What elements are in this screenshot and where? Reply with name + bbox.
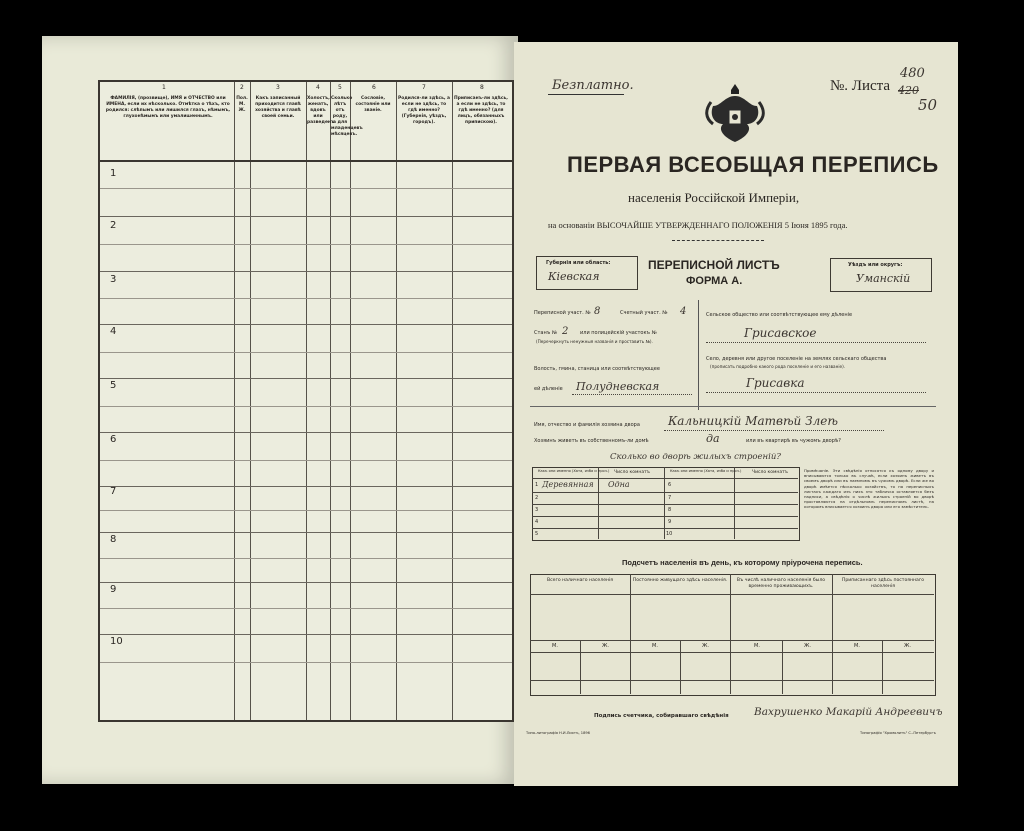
- row-number: 4: [110, 326, 117, 337]
- buildings-row-number: 2: [535, 495, 539, 501]
- population-col-temporary: Въ числѣ наличнаго населенія было временно проживающихъ.: [736, 578, 826, 589]
- column-number: 7: [422, 84, 426, 91]
- column-divider: [234, 82, 235, 720]
- sex-label: Ж.: [804, 643, 811, 649]
- owner-label: Имя, отчество и фамилія хозяина двора: [534, 422, 640, 428]
- row-divider: [100, 324, 512, 325]
- row-divider: [100, 486, 512, 487]
- village-value: Грисавка: [746, 376, 805, 390]
- population-col-registered: Приписаннаго здѣсь постояннаго населенія: [841, 578, 925, 589]
- column-divider: [396, 82, 397, 720]
- header-marital: Холостъ, женатъ, вдовъ или разведенъ.: [307, 96, 336, 125]
- volost-label-2: ей дѣленіе: [534, 386, 563, 392]
- buildings-rooms-header-2: Число комнатъ: [752, 470, 788, 475]
- sheet-number-struck: 420: [898, 84, 919, 97]
- corner-number: 50: [918, 96, 938, 114]
- header-divider: [100, 160, 512, 162]
- building-rooms-value: Одна: [608, 480, 630, 489]
- row-divider: [100, 582, 512, 583]
- row-divider: [100, 432, 512, 433]
- buildings-row-number: 5: [535, 531, 539, 537]
- header-birthplace: Родился-ли здѣсь, а если не здѣсь, то гдѣ именно? (Губернія, уѣздъ, городъ).: [398, 96, 451, 125]
- row-number: 8: [110, 534, 117, 545]
- household-members-table: [98, 80, 514, 722]
- stan-value: 2: [562, 326, 569, 337]
- own-house-value: да: [706, 432, 720, 445]
- province-value: Кіевская: [548, 270, 600, 283]
- volost-underline: [572, 394, 692, 395]
- district-label: Уѣздъ или округъ:: [848, 262, 903, 268]
- stan-label: Станъ №: [534, 330, 558, 336]
- column-divider: [330, 82, 331, 720]
- row-subline: [100, 510, 512, 511]
- column-number: 2: [240, 84, 244, 91]
- row-subline: [100, 188, 512, 189]
- row-divider: [100, 216, 512, 217]
- header-name: ФАМИЛІЯ, (прозвище), ИМЯ и ОТЧЕСТВО или ИМЕНА, если их нѣсколько. Отмѣтка о тѣхъ, кто родился: слѣпымъ или лишился глазъ, нѣмымъ, глухонѣмымъ или умалишеннымъ.: [105, 96, 231, 119]
- precinct-label: Переписной участ. №: [534, 310, 591, 316]
- buildings-row-number: 3: [535, 507, 539, 513]
- row-number: 5: [110, 380, 117, 391]
- population-col-total: Всего наличнаго населенія: [546, 578, 614, 583]
- signature-value: Вахрушенко Макарій Андреевичъ: [754, 706, 943, 718]
- buildings-row-number: 9: [668, 519, 672, 525]
- population-table: [530, 574, 936, 696]
- row-number: 6: [110, 434, 117, 445]
- buildings-kind-header-2: Какъ они именно (Хата, изба и проч.): [670, 469, 742, 473]
- owner-value: Кальницкій Матвѣй Злеѣ: [668, 414, 838, 428]
- volost-label: Волость, гмина, станица или соотвѣтствующее: [534, 366, 660, 372]
- form-main-title: ПЕРВАЯ ВСЕОБЩАЯ ПЕРЕПИСЬ: [567, 152, 939, 177]
- buildings-row-line: [532, 478, 798, 479]
- population-sex-line: [580, 640, 581, 694]
- row-divider: [100, 378, 512, 379]
- column-number: 3: [276, 84, 280, 91]
- district-value: Уманскій: [856, 272, 911, 285]
- population-row-line: [530, 652, 934, 653]
- row-divider: [100, 532, 512, 533]
- printer-right: Типографія "Хромолитъ" С.-Петербургъ: [860, 731, 936, 735]
- printer-left: Типо-литографія Н.И.Лихтъ, 1896: [526, 731, 590, 735]
- row-subline: [100, 460, 512, 461]
- sex-label: Ж.: [602, 643, 609, 649]
- buildings-kind-header: Какъ они именно (Хата, изба и проч.): [538, 469, 610, 473]
- count-label: Счетный участ. №: [620, 310, 668, 316]
- row-subline: [100, 662, 512, 663]
- row-subline: [100, 352, 512, 353]
- buildings-rooms-header: Число комнатъ: [614, 470, 650, 475]
- rent-label: или въ квартирѣ въ чужомъ дворѣ?: [746, 438, 841, 444]
- buildings-row-number: 10: [666, 531, 673, 537]
- village-label: Село, деревня или другое поселеніе на землях сельскаго общества: [706, 356, 887, 362]
- free-label: Безплатно.: [552, 78, 634, 93]
- header-relation: Какъ записанный приходится главѣ хозяйства и главѣ своей семьи.: [255, 96, 301, 119]
- police-label: или полицейскій участокъ №: [580, 330, 657, 336]
- buildings-row-line: [532, 516, 798, 517]
- column-number: 4: [316, 84, 320, 91]
- population-row-line: [530, 640, 934, 641]
- column-divider: [250, 82, 251, 720]
- population-title: Подсчетъ населенія въ день, къ которому пріурочена перепись.: [622, 558, 863, 567]
- sex-label: М.: [754, 643, 760, 649]
- column-number: 1: [162, 84, 166, 91]
- sex-label: М.: [552, 643, 558, 649]
- buildings-label: Сколько во дворѣ жилыхъ строеній?: [610, 452, 781, 462]
- row-subline: [100, 298, 512, 299]
- village-underline: [706, 392, 926, 393]
- column-number: 8: [480, 84, 484, 91]
- population-sex-line: [882, 640, 883, 694]
- society-underline: [706, 342, 926, 343]
- buildings-row-line: [532, 492, 798, 493]
- buildings-row-number: 6: [668, 482, 672, 488]
- building-kind-value: Деревянная: [542, 480, 594, 489]
- row-subline: [100, 244, 512, 245]
- count-value: 4: [680, 306, 687, 317]
- row-number: 2: [110, 220, 117, 231]
- form-title-2: ФОРМА А.: [686, 275, 743, 287]
- own-house-label: Хозяинъ живетъ въ собственномъ-ли домѣ: [534, 438, 649, 444]
- field-divider: [698, 300, 699, 410]
- society-label: Сельское общество или соотвѣтствующее ему дѣленіе: [706, 312, 853, 318]
- header-estate: Сословіе, состояніе или званіе.: [355, 96, 391, 113]
- row-subline: [100, 608, 512, 609]
- row-divider: [100, 634, 512, 635]
- volost-value: Полудневская: [576, 380, 660, 393]
- sex-label: Ж.: [904, 643, 911, 649]
- header-registered: Приписанъ-ли здѣсь, а если не здѣсь, то гдѣ именно? (для лицъ, обязанныхъ припискою).: [454, 96, 508, 125]
- header-age: Сколько лѣтъ отъ роду, а для младенцевъ мѣсяцевъ.: [331, 96, 363, 137]
- police-note: (Перечеркнуть ненужныя названія и проставить №).: [536, 339, 653, 344]
- village-note: (прописать подробно какого рода поселеніе и его названіе).: [710, 364, 846, 369]
- row-subline: [100, 558, 512, 559]
- row-divider: [100, 271, 512, 272]
- sheet-number-handwritten: 480: [900, 66, 925, 81]
- population-col-line: [832, 574, 833, 694]
- population-sex-line: [782, 640, 783, 694]
- row-subline: [100, 406, 512, 407]
- form-subtitle: населенія Россійской Имперіи,: [628, 190, 800, 205]
- buildings-row-line: [532, 528, 798, 529]
- buildings-row-line: [532, 504, 798, 505]
- sex-label: М.: [652, 643, 658, 649]
- row-number: 1: [110, 168, 117, 179]
- population-col-line: [730, 574, 731, 694]
- free-underline: [548, 94, 624, 95]
- imperial-eagle-icon: [703, 80, 767, 146]
- province-label: Губернія или область:: [546, 260, 611, 266]
- sex-label: М.: [854, 643, 860, 649]
- column-number: 6: [372, 84, 376, 91]
- owner-underline: [664, 430, 884, 431]
- column-divider: [452, 82, 453, 720]
- column-divider: [306, 82, 307, 720]
- column-divider: [350, 82, 351, 720]
- row-number: 7: [110, 486, 117, 497]
- buildings-note: Примѣчаніе. Эти свѣдѣнія относятся къ одному двору и вписываются только въ случаѣ, если хозяинъ живетъ въ своемъ дворѣ или въ наемномъ въ чужомъ дворѣ. Если же во дворѣ имѣется нѣсколько хозяйствъ, то на переписныхъ листахъ каждаго изъ нихъ это табличка оставляется безъ надписи, а свѣдѣнія о числѣ жилыхъ строеній во дворѣ проставляются на отдѣльномъ переписномъ листѣ, на которомъ вписывается хозяинъ двора или его замѣститель.: [804, 468, 934, 510]
- population-sex-line: [680, 640, 681, 694]
- population-col-permanent: Постоянно живущаго здѣсь населенія.: [632, 578, 728, 583]
- row-number: 9: [110, 584, 117, 595]
- sex-label: Ж.: [702, 643, 709, 649]
- buildings-row-number: 7: [668, 495, 672, 501]
- buildings-row-number: 4: [535, 519, 539, 525]
- form-title-1: ПЕРЕПИСНОЙ ЛИСТЪ: [648, 258, 780, 272]
- column-number: 5: [338, 84, 342, 91]
- row-number: 10: [110, 636, 123, 647]
- population-row-line: [530, 680, 934, 681]
- signature-label: Подпись счетчика, собиравшаго свѣдѣнія: [594, 713, 729, 719]
- row-number: 3: [110, 274, 117, 285]
- population-col-line: [630, 574, 631, 694]
- sheet-label: №. Листа: [830, 78, 891, 94]
- header-sex: Пол. М. Ж.: [236, 96, 248, 113]
- society-value: Грисавское: [744, 326, 817, 340]
- section-divider: [530, 406, 936, 407]
- ornament-divider: [672, 240, 764, 241]
- population-row-line: [530, 594, 934, 595]
- buildings-row-number: 1: [535, 482, 539, 488]
- form-basis: на основаніи ВЫСОЧАЙШЕ УТВЕРЖДЕННАГО ПОЛОЖЕНІЯ 5 Іюня 1895 года.: [548, 220, 848, 230]
- buildings-row-number: 8: [668, 507, 672, 513]
- precinct-value: 8: [594, 306, 601, 317]
